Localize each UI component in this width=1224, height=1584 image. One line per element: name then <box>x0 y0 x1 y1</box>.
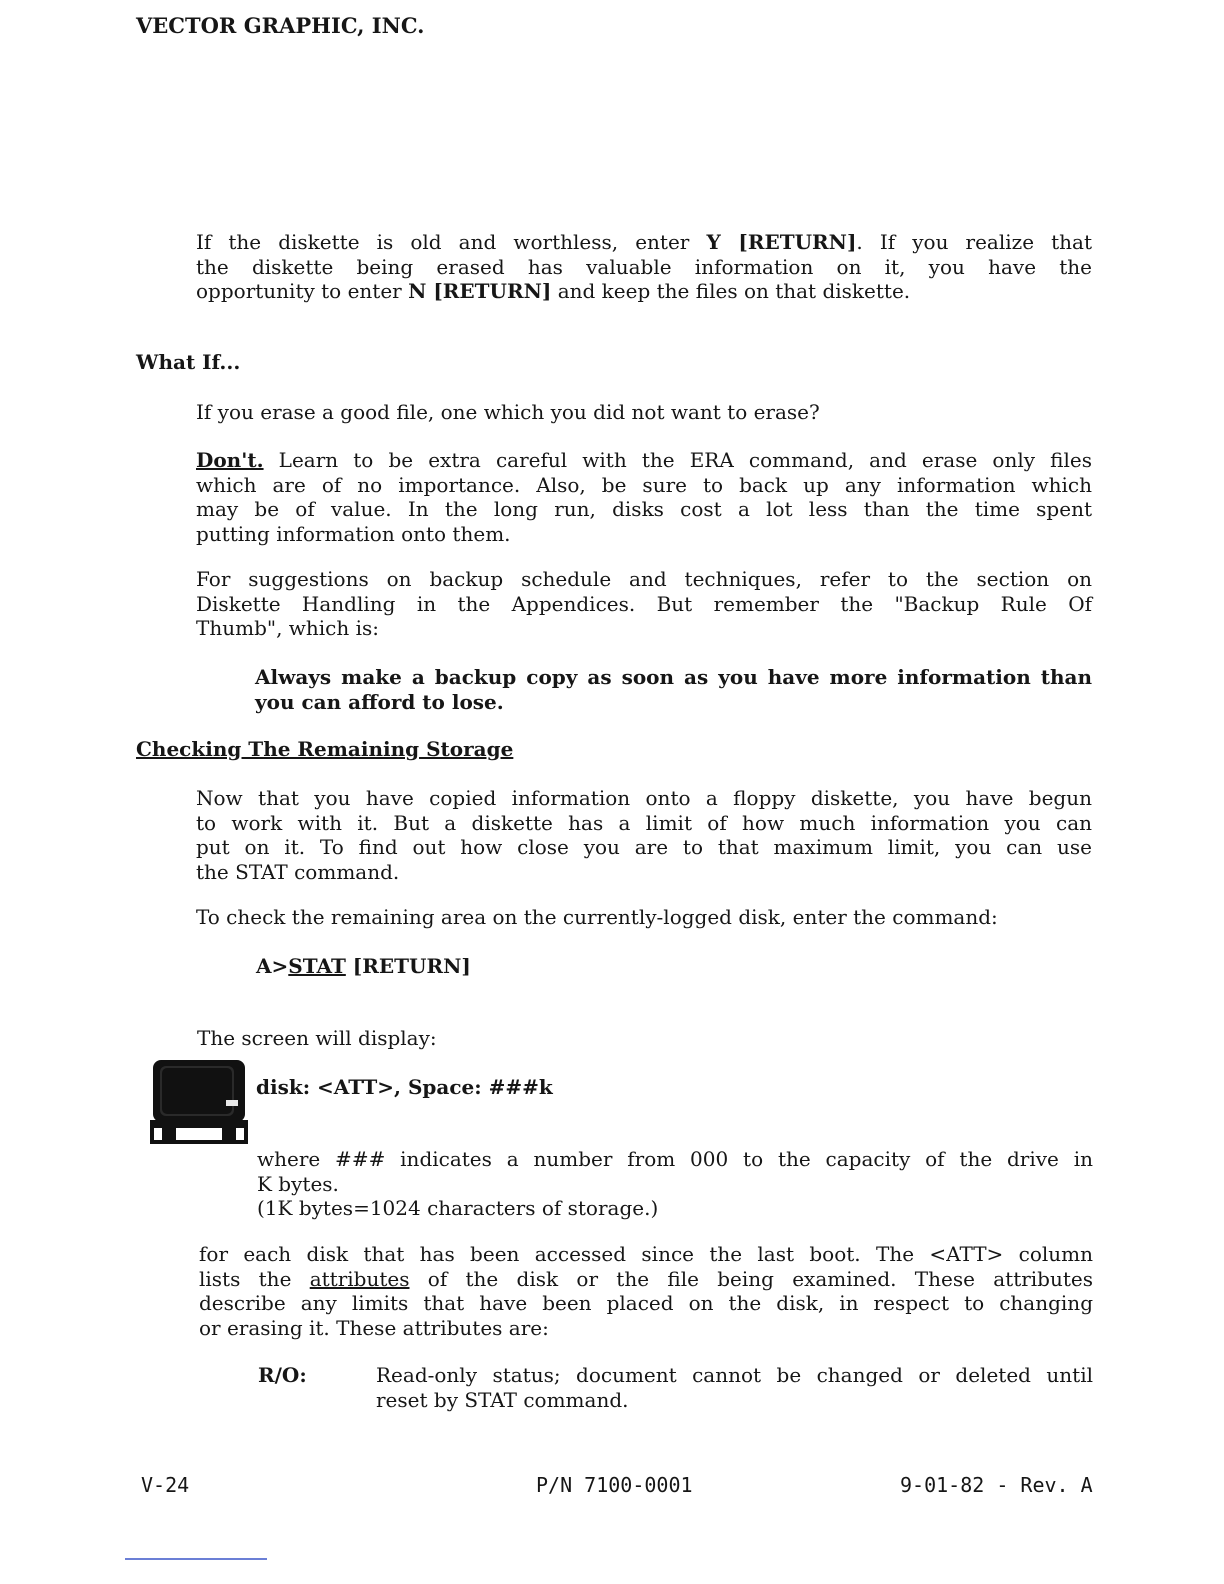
stat-command: A>STAT [RETURN] <box>256 954 471 978</box>
suggestions-paragraph: For suggestions on backup schedule and techniques, refer to the section on Diskette Handling in the Appendices. But remember the "Backup Rule Of Thumb", which is: <box>196 567 1092 640</box>
what-if-heading: What If... <box>136 350 241 374</box>
computer-terminal-icon <box>150 1054 248 1146</box>
screen-intro: The screen will display: <box>197 1026 437 1050</box>
attributes-term: attributes <box>309 1266 410 1291</box>
dont-line-1: Don't. Learn to be extra careful with the ERA command, and erase only files <box>196 448 1092 472</box>
check-paragraph: To check the remaining area on the currently-logged disk, enter the command: <box>196 905 998 929</box>
page-number: V-24 <box>141 1473 190 1497</box>
screen-display-text: disk: <ATT>, Space: ###k <box>256 1075 553 1099</box>
where-paragraph: where ### indicates a number from 000 to the capacity of the drive in K bytes. (1K bytes=1024 characters of storage.) <box>257 1147 1093 1220</box>
intro-line-1: If the diskette is old and worthless, enter Y [RETURN]. If you realize that <box>196 230 1092 254</box>
storage-heading: Checking The Remaining Storage <box>136 737 514 761</box>
intro-line-3: opportunity to enter N [RETURN] and keep the files on that diskette. <box>196 279 911 303</box>
intro-line-2: the diskette being erased has valuable information on it, you have the <box>196 254 1092 279</box>
dont-paragraph: Don't. Learn to be extra careful with the ERA command, and erase only files which are of no importance. Also, be sure to back up any information which may be of value. In the long run, disks cost a lot less than the time spent putting information onto them. <box>196 448 1092 546</box>
dont-label: Don't. <box>196 448 264 472</box>
attributes-paragraph: for each disk that has been accessed since the last boot. The <ATT> column lists the attributes of the disk or the file being examined. These attributes describe any limits that have been placed on the disk, in respect to changing or erasing it. These attributes are: <box>199 1242 1094 1340</box>
part-number: P/N 7100-0001 <box>536 1473 693 1497</box>
attributes-line: lists the attributes of the disk or the file being examined. These attributes <box>199 1266 1094 1291</box>
what-if-question: If you erase a good file, one which you did not want to erase? <box>196 400 820 424</box>
revision-date: 9-01-82 - Rev. A <box>900 1473 1093 1497</box>
ro-label: R/O: <box>258 1363 307 1387</box>
backup-rule: Always make a backup copy as soon as you have more information than you can afford to lose. <box>255 665 1092 714</box>
intro-paragraph <box>196 230 1092 304</box>
storage-paragraph: Now that you have copied information onto a floppy diskette, you have begun to work with it. But a diskette has a limit of how much information you can put on it. To find out how close you are to that maximum limit, you can use the STAT command. <box>196 786 1092 884</box>
company-header: VECTOR GRAPHIC, INC. <box>136 13 425 38</box>
page-edge-mark <box>125 1558 267 1560</box>
ro-description: Read-only status; document cannot be changed or deleted until reset by STAT command. <box>376 1363 1093 1412</box>
